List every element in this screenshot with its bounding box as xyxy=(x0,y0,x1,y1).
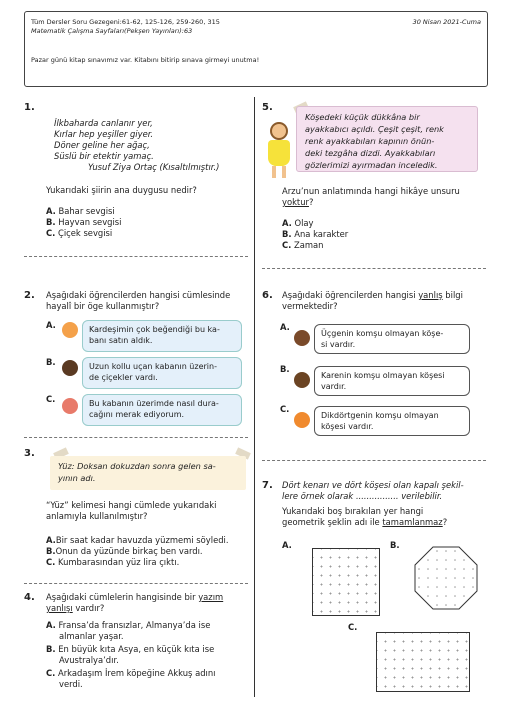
q3-number: 3. xyxy=(24,448,35,459)
q7-question-text: ? xyxy=(442,517,448,527)
q4-option-c[interactable] xyxy=(46,668,250,690)
student-avatar-icon xyxy=(294,330,310,346)
q6-option-c-letter: C. xyxy=(280,404,290,414)
option-text: Bahar sevgisi xyxy=(58,206,115,216)
passage-line: deki tezgâha dizdi. Ayakkabıları xyxy=(305,148,436,158)
separator xyxy=(262,460,486,461)
header-box xyxy=(24,11,488,87)
passage-line: Köşedeki küçük dükkâna bir xyxy=(305,112,420,122)
option-letter: A. xyxy=(46,535,56,545)
q7-number: 7. xyxy=(262,480,273,491)
header-line-1: Tüm Dersler Soru Gezegeni:61-62, 125-126, 259-260, 315 xyxy=(31,18,220,26)
q3-question-line: anlamıyla kullanılmıştır? xyxy=(46,511,148,521)
option-text: Arkadaşım İrem köpeğine Akkuş adını xyxy=(58,668,216,678)
q5-question-underlined: yoktur xyxy=(282,197,309,207)
option-text: Kumbarasından yüz lira çıktı. xyxy=(58,557,180,567)
option-text: Zaman xyxy=(294,240,324,250)
q2-question-line: Aşağıdaki öğrencilerden hangisi cümlesinde xyxy=(46,290,231,300)
q7-statement-line: Dört kenarı ve dört köşesi olan kapalı şekil- xyxy=(282,480,464,490)
q3-question-line: “Yüz” kelimesi hangi cümlede yukarıdaki xyxy=(46,500,217,510)
passage-line: renk ayakkabıları kapının önün- xyxy=(305,136,435,146)
bubble-line: de çiçekler vardı. xyxy=(89,373,158,382)
q7-question-underlined: tamamlanmaz xyxy=(382,517,443,527)
note-line: Yüz: Doksan dokuzdan sonra gelen sa- xyxy=(58,461,216,471)
bubble-line: köşesi vardır. xyxy=(321,422,374,431)
q2-option-c-letter: C. xyxy=(46,394,56,404)
q2-number: 2. xyxy=(24,290,35,301)
header-line-3: Pazar günü kitap sınavımız var. Kitabını bitirip sınava girmeyi unutma! xyxy=(31,56,260,64)
option-text: Çiçek sevgisi xyxy=(58,228,113,238)
q6-option-b-bubble[interactable] xyxy=(314,366,470,396)
option-letter: C. xyxy=(46,228,56,238)
q7-label-b: B. xyxy=(390,540,400,550)
option-text: verdi. xyxy=(59,679,83,689)
q4-option-a[interactable] xyxy=(46,620,250,642)
bubble-line: cağını merak ediyorum. xyxy=(89,410,185,419)
student-avatar-icon xyxy=(294,372,310,388)
q4-question xyxy=(46,592,223,614)
student-avatar-icon xyxy=(62,360,78,376)
q2-question-line: hayalî bir öge kullanmıştır? xyxy=(46,301,160,311)
option-text: almanlar yaşar. xyxy=(59,631,124,641)
option-letter: A. xyxy=(46,206,56,216)
q4-question-underlined: yanlışı xyxy=(46,603,73,613)
option-text: Hayvan sevgisi xyxy=(58,217,122,227)
q5-option-c[interactable] xyxy=(282,240,348,251)
q1-options xyxy=(46,206,122,239)
q1-option-c[interactable] xyxy=(46,228,122,239)
q2-option-b-letter: B. xyxy=(46,357,56,367)
bubble-line: Üçgenin komşu olmayan köşe- xyxy=(321,329,444,338)
q1-question: Yukarıdaki şiirin ana duygusu nedir? xyxy=(46,185,197,195)
q4-question-text: Aşağıdaki cümlelerin hangisinde bir xyxy=(46,592,199,602)
passage-line: ayakkabıcı açıldı. Çeşit çeşit, renk xyxy=(305,124,444,134)
header-date: 30 Nisan 2021-Cuma xyxy=(412,18,481,26)
q6-question-line: vermektedir? xyxy=(282,301,338,311)
q1-poem xyxy=(54,118,154,162)
note-line: yının adı. xyxy=(58,473,96,483)
q2-option-c-bubble[interactable] xyxy=(82,394,242,426)
q6-question-underlined: yanlış xyxy=(418,290,443,300)
option-text: Fransa’da fransızlar, Almanya’da ise xyxy=(58,620,211,630)
q4-option-b[interactable] xyxy=(46,644,250,666)
option-text: Bir saat kadar havuzda yüzmemi söyledi. xyxy=(55,535,229,545)
q7-question-line: Yukarıdaki boş bırakılan yer hangi xyxy=(282,506,424,516)
q3-question xyxy=(46,500,216,522)
q5-passage-note xyxy=(296,106,478,172)
column-divider xyxy=(254,97,255,697)
q4-question-text: vardır? xyxy=(72,603,105,613)
option-letter: C. xyxy=(282,240,292,250)
q4-options xyxy=(46,620,250,690)
q5-question-line: Arzu’nun anlatımında hangi hikâye unsuru xyxy=(282,186,460,196)
bubble-line: si vardır. xyxy=(321,340,356,349)
octagon-shape[interactable] xyxy=(414,546,478,610)
separator xyxy=(24,437,248,438)
square-shape[interactable] xyxy=(312,548,380,616)
option-letter: B. xyxy=(46,644,56,654)
student-avatar-icon xyxy=(62,398,78,414)
separator xyxy=(24,256,248,257)
q1-option-b[interactable] xyxy=(46,217,122,228)
q5-option-a[interactable] xyxy=(282,218,348,229)
q1-number: 1. xyxy=(24,102,35,113)
q3-option-c[interactable] xyxy=(46,557,229,568)
bubble-line: Uzun kollu uçan kabanın üzerin- xyxy=(89,362,217,371)
q3-option-b[interactable] xyxy=(46,546,229,557)
q5-options xyxy=(282,218,348,251)
bubble-line: Karenin komşu olmayan köşesi xyxy=(321,371,445,380)
q4-number: 4. xyxy=(24,592,35,603)
option-letter: A. xyxy=(282,218,292,228)
q2-option-b-bubble[interactable] xyxy=(82,357,242,389)
bubble-line: vardır. xyxy=(321,382,347,391)
q3-option-a[interactable] xyxy=(46,535,229,546)
bubble-line: banı satın aldık. xyxy=(89,336,153,345)
q6-option-a-bubble[interactable] xyxy=(314,324,470,354)
option-letter: B. xyxy=(46,217,56,227)
option-letter: B. xyxy=(46,546,56,556)
q1-poem-line: Süslü bir etektir yamaç. xyxy=(54,151,154,161)
q4-question-underlined: yazım xyxy=(198,592,224,602)
q2-question xyxy=(46,290,230,312)
bubble-line: Bu kabanın üzerimde nasıl dura- xyxy=(89,399,219,408)
q6-question-text: Aşağıdaki öğrencilerden hangisi xyxy=(282,290,419,300)
q1-author: Yusuf Ziya Ortaç (Kısaltılmıştır.) xyxy=(88,162,220,172)
q7-label-a: A. xyxy=(282,540,292,550)
q6-question-text: bilgi xyxy=(442,290,463,300)
q1-poem-line: Kırlar hep yeşiller giyer. xyxy=(54,129,154,139)
q1-option-a[interactable] xyxy=(46,206,122,217)
option-letter: A. xyxy=(46,620,56,630)
bubble-line: Dikdörtgenin komşu olmayan xyxy=(321,411,439,420)
q7-label-c: C. xyxy=(348,622,358,632)
separator xyxy=(24,583,248,584)
q6-option-b-letter: B. xyxy=(280,364,290,374)
q7-statement xyxy=(282,480,464,502)
q6-question xyxy=(282,290,463,312)
q7-question xyxy=(282,506,447,528)
q3-options xyxy=(46,535,229,568)
option-letter: C. xyxy=(46,557,56,567)
q5-option-b[interactable] xyxy=(282,229,348,240)
option-letter: C. xyxy=(46,668,56,678)
q2-option-a-letter: A. xyxy=(46,320,56,330)
q7-statement-line: lere örnek olarak ................ verilebilir. xyxy=(282,491,443,501)
option-text: Olay xyxy=(294,218,314,228)
girl-illustration-icon xyxy=(262,122,296,180)
q3-definition-note xyxy=(50,456,246,490)
q6-option-a-letter: A. xyxy=(280,322,290,332)
q6-number: 6. xyxy=(262,290,273,301)
option-text: En büyük kıta Asya, en küçük kıta ise xyxy=(58,644,215,654)
bubble-line: Kardeşimin çok beğendiği bu ka- xyxy=(89,325,220,334)
option-text: Avustralya’dır. xyxy=(59,655,119,665)
q7-question-text: geometrik şeklin adı ile xyxy=(282,517,383,527)
separator xyxy=(262,268,486,269)
student-avatar-icon xyxy=(294,412,310,428)
q5-number: 5. xyxy=(262,102,273,113)
option-letter: B. xyxy=(282,229,292,239)
passage-line: gözlerimizi ayırmadan inceledik. xyxy=(305,160,438,170)
option-text: Ana karakter xyxy=(294,229,349,239)
q2-option-a-bubble[interactable] xyxy=(82,320,242,352)
q5-question xyxy=(282,186,460,208)
q1-poem-line: İlkbaharda canlanır yer, xyxy=(54,118,153,128)
header-line-2: Matematik Çalışma Sayfaları(Pekşen Yayınları):63 xyxy=(31,27,193,35)
q1-poem-line: Döner geline her ağaç, xyxy=(54,140,150,150)
q6-option-c-bubble[interactable] xyxy=(314,406,470,436)
q5-question-text: ? xyxy=(308,197,314,207)
option-text: Onun da yüzünde birkaç ben vardı. xyxy=(55,546,203,556)
rectangle-shape[interactable] xyxy=(376,632,470,692)
student-avatar-icon xyxy=(62,322,78,338)
